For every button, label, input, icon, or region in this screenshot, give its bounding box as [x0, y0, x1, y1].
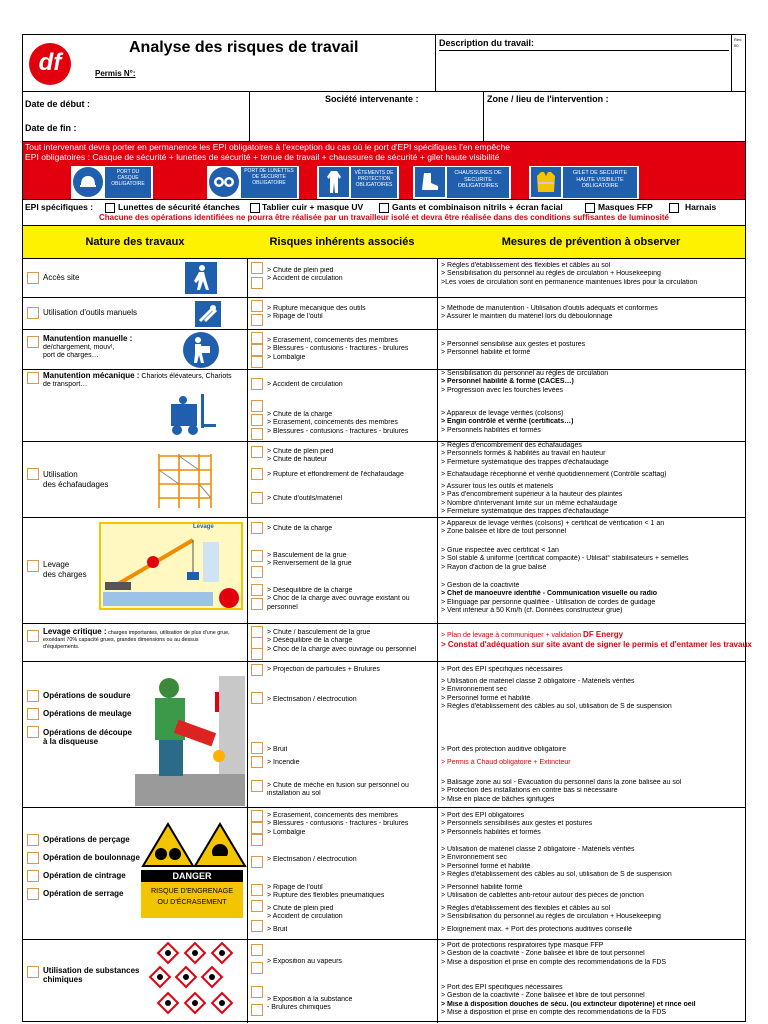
sign-lunettes	[207, 166, 299, 199]
risk-checkbox[interactable]	[251, 344, 263, 356]
measure-text: > Règles d'encombrement des échafaudages > Personnels formés & habilités au travail en hauteur > Fermeture systématique des trappes d'échafaudage	[441, 442, 609, 466]
measure-text: > Utilisation de matériel classe 2 obligatoire - Matériels vérifiés > Environnement sec > Personnel formé et habilité > Règles d'établissement des câbles au sol, utilisation de S de suspension	[441, 846, 672, 879]
risk-text: > Chute de mèche en fusion sur personnel ou installation au sol	[267, 782, 409, 798]
measure-text: > Permis à Chaud obligatoire + Extincteur	[441, 759, 571, 766]
page-title: Analyse des risques de travail	[129, 39, 359, 56]
nature-text: Manutention mécanique : Chariots élévateurs, Chariots de transport…	[43, 372, 232, 389]
risk-checkbox[interactable]	[251, 834, 263, 846]
row-checkbox[interactable]	[27, 560, 39, 572]
row-substances-chimiques	[23, 939, 745, 1023]
column-header-nature: Nature des travaux	[85, 236, 185, 248]
crush-warning-icon	[193, 822, 247, 868]
risk-checkbox[interactable]	[251, 780, 263, 792]
row-levage-critique	[23, 623, 752, 661]
pedestrian-icon	[185, 262, 217, 294]
epi-checkbox-gants[interactable]	[379, 203, 389, 213]
row-checkbox[interactable]	[27, 372, 39, 384]
risk-checkbox[interactable]	[251, 468, 263, 480]
risk-checkbox[interactable]	[251, 378, 263, 390]
lifting-poster	[99, 522, 243, 610]
row-checkbox[interactable]	[27, 726, 39, 738]
row-checkbox[interactable]	[27, 834, 39, 846]
measure-text: > Règles d'établissement des flexibles et câbles au sol > Sensibilisation du personnel au règles de circulation + Housekeeping >Les voies de circulation sont en permanence maintenues libres pour la circulation	[441, 262, 698, 286]
risk-checkbox[interactable]	[251, 522, 263, 534]
risk-checkbox[interactable]	[251, 598, 263, 610]
boot-icon	[419, 171, 441, 193]
measure-text: > Méthode de manutention - Utilisation d'outils adéquats et conformes > Assurer le maintien du matériel lors du déboulonnage	[441, 305, 658, 321]
row-acces-site	[23, 259, 745, 297]
sign-casque	[71, 166, 153, 199]
rev-value: 00	[734, 43, 739, 48]
risk-checkbox[interactable]	[251, 300, 263, 312]
nature-text: Opérations de soudure	[43, 691, 131, 700]
epi-option-label: Gants et combinaison nitrils + écran facial	[392, 202, 563, 212]
vest-icon	[535, 170, 557, 194]
sign-text: PORT DU CASQUE OBLIGATOIRE	[111, 169, 145, 187]
nature-text: Opération de boulonnage	[43, 853, 140, 862]
logo-text: df	[38, 49, 62, 76]
row-checkbox[interactable]	[27, 468, 39, 480]
row-checkbox[interactable]	[27, 630, 39, 642]
danger-sign	[141, 870, 243, 918]
risk-checkbox[interactable]	[251, 692, 263, 704]
risk-text: > Chute de plein pied > Chute de hauteur	[267, 448, 334, 464]
risk-text: > Ecrasement, coincements des membres > Blessures - contusions - fractures - brulures > Lombalgie	[267, 812, 409, 836]
pedestrian-sign	[185, 262, 217, 294]
row-soudure	[23, 661, 745, 807]
header	[23, 35, 745, 141]
risk-text: > Accident de circulation	[267, 381, 343, 388]
row-checkbox[interactable]	[27, 272, 39, 284]
risk-text: > Exposition à la substance - Brulures chimiques	[267, 996, 353, 1012]
risk-checkbox[interactable]	[251, 414, 263, 426]
measure-text: > Assurer tous les outils et materiels > Pas d'encombrement supérieur à la hauteur des plaintes > Nombre d'intervenant limité sur un même échafaudage > Fermeture systématique des trappes d'échafaudage	[441, 483, 623, 516]
column-headers	[23, 225, 745, 259]
risk-checkbox[interactable]	[251, 332, 263, 344]
risk-checkbox[interactable]	[251, 884, 263, 896]
carry-load-icon	[183, 332, 219, 368]
epi-specifiques	[23, 199, 745, 225]
epi-specifiques-label: EPI spécifiques :	[25, 202, 94, 212]
measure-text: > Appareux de levage vérifiés (colsons) + certificat de vérification < 1 an > Zone balisée et libre de tout personnel	[441, 520, 665, 536]
risk-text: > Rupture et effondrement de l'échafaudage	[267, 471, 404, 478]
measure-text: > Port de protections respiratoires type masque FFP > Gestion de la coactivité - Zone balisée et libre de tout personnel > Mise à disposition et prise en compte des recommendations de la FDS	[441, 942, 667, 966]
poster-title: Levage	[193, 524, 214, 530]
epi-banner-line2: EPI obligatoires : Casque de sécurité + lunettes de sécurité + tenue de travail + chaussures de sécurité + gilet haute visibilité	[25, 152, 500, 162]
row-echafaudages	[23, 441, 745, 517]
row-checkbox[interactable]	[27, 966, 39, 978]
measure-text: > Personnel habilité formé > Utilisation de cablettes anti-retour autour des pièces de jonction	[441, 884, 644, 900]
epi-checkbox-masques[interactable]	[585, 203, 595, 213]
risk-text: > Incendie	[267, 759, 300, 766]
risk-checkbox[interactable]	[251, 822, 263, 834]
societe-label: Société intervenante :	[325, 94, 419, 104]
measure-text: > Grue inspectée avec certificat < 1an > Sol stable & uniforme (certificat compacité) - Utilisat° stabilisateurs + semelles > Rayon d'action de la grue balisé	[441, 547, 689, 571]
risk-table	[23, 259, 752, 1023]
risk-checkbox[interactable]	[251, 962, 263, 974]
risk-checkbox[interactable]	[251, 1004, 263, 1016]
nature-text: Levage des charges	[43, 560, 87, 579]
risk-checkbox[interactable]	[251, 400, 263, 412]
sign-text: GILET DE SECURITE HAUTE VISIBILITE OBLIGATOIRE	[572, 170, 628, 189]
sign-text: CHAUSSURES DE SECURITE OBLIGATOIRES	[454, 170, 502, 189]
risk-checkbox[interactable]	[251, 944, 263, 956]
risk-text: > Chute de plein pied > Accident de circulation	[267, 267, 343, 283]
measure-text: > Port des EPI obligatoires > Personnels sensibilisés aux gestes et postures > Personnels habilités et formés	[441, 812, 593, 836]
epi-option-label: Tablier cuir + masque UV	[262, 202, 364, 212]
nature-text: Opération de serrage	[43, 889, 124, 898]
row-checkbox[interactable]	[27, 690, 39, 702]
risk-checkbox[interactable]	[251, 277, 263, 289]
risk-checkbox[interactable]	[251, 566, 263, 578]
risk-text: > Bruit	[267, 746, 288, 753]
risk-checkbox[interactable]	[251, 986, 263, 998]
ghs-pictograms-icon	[147, 942, 243, 1022]
risk-checkbox[interactable]	[251, 428, 263, 440]
risk-checkbox[interactable]	[251, 920, 263, 932]
goggles-icon	[213, 176, 235, 188]
sign-vetements	[317, 166, 399, 199]
epi-checkbox-lunettes[interactable]	[105, 203, 115, 213]
row-manutention-mecanique	[23, 369, 745, 441]
nature-text: Utilisation d'outils manuels	[43, 308, 138, 317]
row-checkbox[interactable]	[27, 888, 39, 900]
risk-text: > Chute de plein pied > Accident de circulation	[267, 905, 343, 921]
column-header-risques: Risques inhérents associés	[269, 236, 415, 248]
risk-checkbox[interactable]	[251, 742, 263, 754]
sign-text: PORT DE LUNETTES DE SECURITE OBLIGATOIRE	[244, 168, 294, 186]
nature-text: Utilisation de substances chimiques	[43, 966, 140, 984]
welder-illustration	[135, 666, 245, 806]
risk-checkbox[interactable]	[251, 648, 263, 660]
risk-checkbox[interactable]	[251, 356, 263, 368]
row-manutention-manuelle	[23, 329, 745, 369]
risk-text: > Déséquilibre de la charge > Choc de la charge avec ouvrage existant ou personnel	[267, 587, 410, 611]
measure-text: > Personnel sensibilisé aux gestes et postures > Personnel habilité et formé	[441, 341, 586, 357]
helmet-icon	[78, 172, 98, 192]
risk-text: > Exposition au vapeurs	[267, 958, 342, 965]
permis-label: Permis N°:	[95, 69, 136, 78]
risk-text: > Rupture mécanique des outils > Ripage de l'outil	[267, 305, 366, 321]
measure-text: > Sensibilisation du personnel au règles de circulation > Personnel habilité & formé (CACES…) > Progression avec les fourches levées	[441, 370, 609, 394]
risk-checkbox[interactable]	[251, 262, 263, 274]
epi-option-label: Masques FFP	[598, 202, 653, 212]
carry-sign	[183, 332, 219, 368]
risk-checkbox[interactable]	[251, 492, 263, 504]
risk-checkbox[interactable]	[251, 550, 263, 562]
risk-checkbox[interactable]	[251, 314, 263, 326]
risk-text: > Ripage de l'outil > Rupture des flexibles pneumatiques	[267, 884, 385, 900]
measure-text: > Gestion de la coactivité > Chef de manoeuvre identifié - Communication visuelle ou radio > Elinguage par personne qualifiée - Utilisation de cordes de guidage > Vent inférieur à 50 Km/h (cf. Données constructeur grue)	[441, 582, 658, 615]
measure-text: > Constat d'adéquation sur site avant de signer le permis et d'entamer les travaux	[441, 640, 752, 649]
measure-text: > Port des protection auditive obligatoire	[441, 746, 567, 753]
measure-text: > Echafaudage réceptionné et vérifié quotidiennement (Contrôle scaftag)	[441, 471, 667, 478]
tools-icon	[195, 301, 221, 327]
risk-text: > Ecrasement, coincements des membres > Blessures - contusions - fractures - brulures > Lombalgie	[267, 337, 409, 361]
risk-text: > Electrisation / électrocution	[267, 856, 357, 863]
isolated-worker-warning: Chacune des opérations identifiées ne pourra être réalisée par un travailleur isolé et devra être réalisée dans des conditions suffisantes de luminosité	[99, 213, 669, 222]
poster-logo	[219, 588, 239, 608]
epi-checkbox-harnais[interactable]	[669, 203, 679, 213]
zone-label: Zone / lieu de l'intervention :	[487, 94, 609, 104]
nature-text: Manutention manuelle : de/chargement, mouvᵗ, port de charges…	[43, 334, 133, 360]
risk-text: > Electrisation / électrocution	[267, 696, 357, 703]
nature-text: Accès site	[43, 273, 80, 282]
nature-text: Opérations de découpe à la disqueuse	[43, 728, 132, 746]
epi-banner-line1: Tout intervenant devra porter en permanence les EPI obligatoires à l'exception du cas où le port d'EPI spécifiques l'en empêche	[25, 142, 511, 152]
measure-text: > Port des EPI spécifiques nécessaires > Gestion de la coactivité - Zone balisée et libre de tout personnel > Mise à disposition douches de sécu. (ou extincteur dipotérine) et rince oeil > Mise à disposition et prise en compte des recommendations de la FDS	[441, 984, 696, 1017]
row-checkbox[interactable]	[27, 708, 39, 720]
sign-text: VÊTEMENTS DE PROTECTION OBLIGATOIRES	[354, 170, 394, 188]
measure-text: > Plan de levage à communiquer + validation DF Energy	[441, 630, 624, 639]
nature-text: Levage critique : charges importantes, utilisation de plus d'une grue, excédant 70% capacité grues, grandes dimensions ou au dessus d'équipements.	[43, 628, 230, 650]
risk-text: > Chute / basculement de la grue > Déséquilibre de la charge > Choc de la charge avec ouvrage ou personnel	[267, 629, 417, 653]
risk-text: > Basculement de la grue > Renversement de la grue	[267, 552, 352, 568]
risk-text: > Bruit	[267, 926, 288, 933]
row-percage	[23, 807, 745, 939]
nature-text: Opérations de perçage	[43, 835, 130, 844]
date-fin-label: Date de fin :	[25, 123, 77, 133]
risk-text: > Chute de la charge	[267, 525, 333, 532]
sign-gilet	[529, 166, 639, 199]
nature-text: Opération de cintrage	[43, 871, 126, 880]
column-header-mesures: Mesures de prévention à observer	[501, 236, 681, 248]
scaffolding-icon	[151, 448, 215, 512]
nature-text: Utilisation des échafaudages	[43, 470, 109, 489]
risk-checkbox[interactable]	[251, 664, 263, 676]
nature-text: Opérations de meulage	[43, 709, 132, 718]
measure-text: > Eloignement max. + Port des protections auditives conseillé	[441, 926, 633, 933]
epi-option-label: Harnais	[685, 202, 717, 212]
epi-option-label: Lunettes de sécurité étanches	[118, 202, 240, 212]
risk-text: > Chute de la charge > Ecrasement, coincements des membres > Blessures - contusions - fractures - brulures	[267, 411, 409, 435]
row-checkbox[interactable]	[27, 870, 39, 882]
measure-text: > Balisage zone au sol - Evacuation du personnel dans la zone balisée au sol > Protection des installations en contre bas si nécessaire > Mise en place de bâches ignifuges	[441, 779, 682, 803]
risk-checkbox[interactable]	[251, 810, 263, 822]
tools-sign	[195, 301, 221, 327]
row-checkbox[interactable]	[27, 852, 39, 864]
description-label: Description du travail:	[439, 38, 535, 48]
risk-text: > Chute d'outils/matériel	[267, 495, 343, 502]
forklift-icon	[163, 388, 219, 438]
danger-text: RISQUE D'ENGRENAGE OU D'ÉCRASEMENT	[150, 886, 234, 906]
row-checkbox[interactable]	[27, 336, 39, 348]
risk-text: > Projection de particules + Brulures	[267, 666, 380, 673]
risk-checkbox[interactable]	[251, 756, 263, 768]
sign-chaussures	[413, 166, 511, 199]
risk-checkbox[interactable]	[251, 900, 263, 912]
danger-title: DANGER	[172, 871, 212, 881]
measure-text: > Port des EPI spécifiques nécessaires	[441, 666, 563, 673]
measure-text: > Règles d'établissement des flexibles et câbles au sol > Sensibilisation du personnel au règles de circulation + Housekeeping	[441, 905, 661, 921]
risk-checkbox[interactable]	[251, 446, 263, 458]
row-checkbox[interactable]	[27, 307, 39, 319]
row-outils-manuels	[23, 297, 745, 329]
risk-analysis-form	[22, 34, 752, 1022]
rev-label: Rev:	[734, 37, 743, 42]
measure-text: > Utilisation de matériel classe 2 obligatoire - Matériels vérifiés > Environnement sec > Personnel formé et habilité > Règles d'établissement des câbles au sol, utilisation de S de suspension	[441, 678, 672, 711]
risk-checkbox[interactable]	[251, 856, 263, 868]
measure-text: > Appareux de levage vérifiés (colsons) > Engin contrôlé et vérifié (certificats…) > Personnels habilités et formés	[441, 410, 574, 434]
row-levage	[23, 517, 745, 623]
date-debut-label: Date de début :	[25, 99, 91, 109]
epi-checkbox-tablier[interactable]	[250, 203, 260, 213]
pinch-warning-icon	[141, 822, 195, 868]
epi-banner	[23, 141, 745, 199]
coverall-icon	[325, 169, 343, 195]
crane-diagram-icon	[103, 532, 223, 592]
risk-checkbox[interactable]	[251, 584, 263, 596]
